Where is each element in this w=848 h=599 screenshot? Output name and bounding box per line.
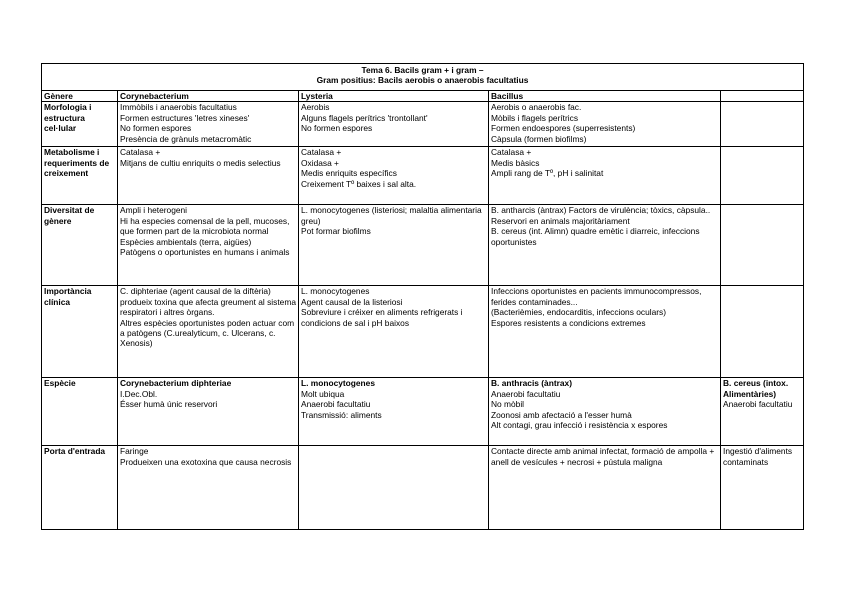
cell-line: Creixement Tº baixes i sal alta. (301, 178, 417, 189)
table-cell (489, 378, 721, 446)
cell-line: Ampli rang de Tº, pH i salinitat (491, 168, 604, 179)
cell-line: Sobreviure i créixer en aliments refrigerats i condicions de sal i pH baixos (301, 307, 463, 328)
cell-line: Ampli i heterogeni (120, 205, 188, 216)
cell-line: Infeccions oportunistes en pacients immunocompressos, ferides contaminades... (491, 286, 702, 307)
table-cell (489, 147, 721, 205)
table-cell (118, 205, 299, 286)
cell-line: L. monocytogenes (listeriosi; malaltia alimentaria greu) (301, 205, 482, 226)
header-bacillus: Bacillus (489, 91, 721, 102)
cell-line: Contacte directe amb animal infectat, formació de ampolla + anell de vesícules + necrosi + pústula maligna (491, 446, 715, 467)
table-cell (489, 102, 721, 147)
cell-line: Catalasa + (120, 147, 161, 158)
cell-line: Aerobis (301, 102, 330, 113)
table-cell (489, 286, 721, 378)
cell-line: L. monocytogenes (301, 286, 370, 297)
cell-line: Agent causal de la listeriosi (301, 296, 403, 307)
title-line-1: Tema 6. Bacils gram + i gram – (361, 65, 484, 75)
header-row (42, 91, 804, 102)
table-cell (721, 102, 804, 147)
table-cell (118, 446, 299, 530)
table-cell (721, 286, 804, 378)
cell-line: Càpsula (formen biofilms) (491, 133, 587, 144)
table-cell (489, 205, 721, 286)
table-cell (299, 378, 489, 446)
table-row (42, 378, 804, 446)
cell-line: Espècies ambientals (terra, aigües) (120, 236, 252, 247)
cell-line: Catalasa + (301, 147, 342, 158)
cell-line: Formen estructures 'letres xineses' (120, 112, 250, 123)
table-cell (299, 147, 489, 205)
cell-line: No formen espores (301, 123, 373, 134)
cell-line: Ésser humà únic reservori (120, 399, 218, 410)
cell-line: Catalasa + (491, 147, 532, 158)
table-title (42, 64, 804, 91)
cell-line: Espores resistents a condicions extremes (491, 317, 646, 328)
cell-line: Zoonosi amb afectació a l'esser humà (491, 409, 632, 420)
row-label: Porta d'entrada (42, 446, 118, 530)
header-genere: Gènere (42, 91, 118, 102)
cell-line: I.Dec.Obl. (120, 388, 158, 399)
cell-line: Molt ubiqua (301, 388, 345, 399)
table-cell (721, 147, 804, 205)
table-cell (721, 378, 804, 446)
cell-line: Formen endoespores (superresistents) (491, 123, 636, 134)
cell-line: Oxidasa + (301, 157, 339, 168)
table-row (42, 286, 804, 378)
cell-line: Hi ha especies comensal de la pell, mucoses, que formen part de la microbiota normal (120, 215, 290, 237)
species-name: Corynebacterium diphteriae (120, 378, 232, 389)
table-cell (299, 205, 489, 286)
table-cell (299, 102, 489, 147)
cell-line: Transmissió: aliments (301, 409, 382, 420)
table-cell (299, 446, 489, 530)
table-cell (489, 446, 721, 530)
cell-line: C. diphteriae (agent causal de la diftèria) produeix toxina que afecta greument al sistema respiratori i altres òrgans. (120, 286, 296, 318)
cell-line: Aerobis o anaerobis fac. (491, 102, 582, 113)
species-name: L. monocytogenes (301, 378, 375, 389)
table-cell (299, 286, 489, 378)
table-cell (118, 378, 299, 446)
cell-line: Pot formar biofilms (301, 226, 371, 237)
cell-line: Mòbils i flagels perítrics (491, 112, 579, 123)
cell-line: B. cereus (int. Alimn) quadre emètic i diarreic, infeccions oportunistes (491, 226, 700, 247)
cell-line: Anaerobi facultatiu (491, 388, 561, 399)
table-cell (118, 102, 299, 147)
title-row (42, 64, 804, 91)
cell-line: Altres espècies oportunistes poden actuar com a patògens (C.urealyticum, c. Ulcerans, c. Xenosis) (120, 317, 295, 349)
table-row (42, 446, 804, 530)
cell-line: (Bacterièmies, endocarditis, infeccions oculars) (491, 307, 667, 318)
cell-line: Alguns flagels perítrics 'trontollant' (301, 112, 428, 123)
cell-line: Anaerobi facultatiu (723, 399, 793, 410)
species-name: B. cereus (intox. Alimentàries) (723, 378, 789, 399)
cell-line: No formen espores (120, 123, 192, 134)
species-name: B. anthracis (àntrax) (491, 378, 572, 389)
table-cell (118, 147, 299, 205)
table-cell (118, 286, 299, 378)
row-label: Espècie (42, 378, 118, 446)
row-label: Morfologia i estructura cel·lular (42, 102, 118, 147)
table-row (42, 205, 804, 286)
row-label: Importància clínica (42, 286, 118, 378)
bacilli-table (41, 63, 804, 530)
cell-line: Anaerobi facultatiu (301, 399, 371, 410)
cell-line: Presència de grànuls metacromàtic (120, 133, 252, 144)
cell-line: Produeixen una exotoxina que causa necrosis (120, 456, 292, 467)
header-extra (721, 91, 804, 102)
row-label: Metabolisme i requeriments de creixement (42, 147, 118, 205)
cell-line: Faringe (120, 446, 149, 457)
document-page (41, 63, 804, 530)
row-label: Diversitat de gènere (42, 205, 118, 286)
table-row (42, 102, 804, 147)
table-cell (721, 446, 804, 530)
title-line-2: Gram positius: Bacils aerobis o anaerobis facultatius (316, 75, 529, 86)
cell-line: Medis enriquits específics (301, 168, 397, 179)
cell-line: Alt contagi, grau infecció i resistència x espores (491, 420, 668, 431)
header-corynebacterium: Corynebacterium (118, 91, 299, 102)
header-lysteria: Lysteria (299, 91, 489, 102)
cell-line: Mitjans de cultiu enriquits o medis selectius (120, 157, 281, 168)
table-cell (721, 205, 804, 286)
table-row (42, 147, 804, 205)
cell-line: B. antharcis (àntrax) Factors de virulència; tòxics, càpsula.. Reservori en animals majoritàriament (491, 205, 711, 226)
cell-line: Patògens o oportunistes en humans i animals (120, 247, 290, 258)
cell-line: Medis bàsics (491, 157, 540, 168)
cell-line: No mòbil (491, 399, 525, 410)
cell-line: Immòbils i anaerobis facultatius (120, 102, 237, 113)
cell-line: Ingestió d'aliments contaminats (723, 446, 793, 467)
